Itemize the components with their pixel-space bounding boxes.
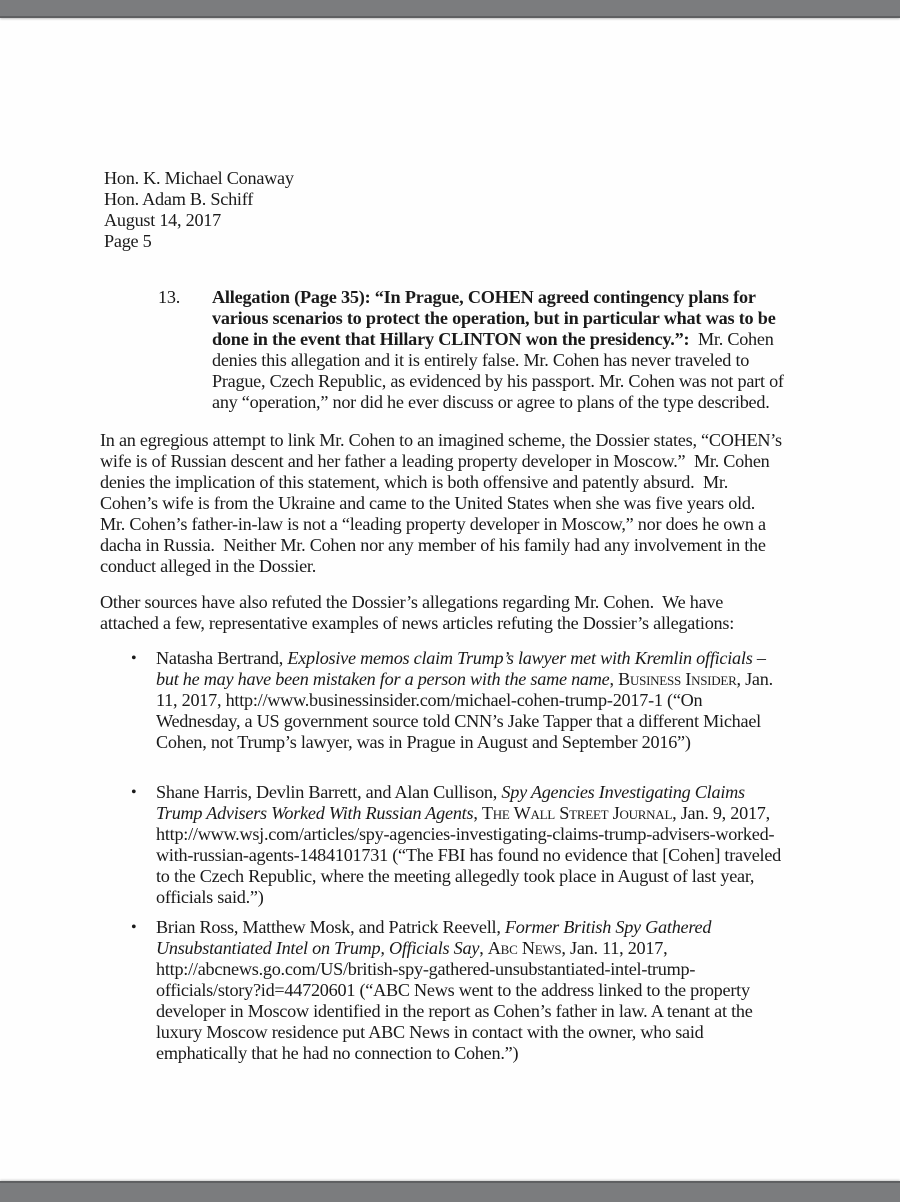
reference-separator: , [473, 803, 482, 823]
reference-date: , Jan. [736, 669, 773, 689]
reference-authors: Shane Harris, Devlin Barrett, and Alan Cullison, [156, 782, 502, 802]
reference-content [156, 917, 871, 1064]
item-line [212, 287, 862, 308]
recipient-conaway: Hon. K. Michael Conaway [104, 168, 294, 188]
page-number: Page 5 [104, 231, 152, 251]
reference-separator: , [479, 938, 488, 958]
reference-title: Former British Spy Gathered [504, 917, 712, 937]
bullet-icon: • [131, 919, 137, 936]
letter-date: August 14, 2017 [104, 210, 221, 230]
reference-line: developer in Moscow identified in the report as Cohen’s father in law. A tenant at the [156, 1001, 753, 1021]
item-line [212, 308, 862, 329]
paragraph-line: dacha in Russia. Neither Mr. Cohen nor any member of his family had any involvement in the [100, 535, 766, 555]
reference-line: luxury Moscow residence put ABC News in contact with the owner, who said [156, 1022, 704, 1042]
reference-title: Explosive memos claim Trump’s lawyer met with Kremlin officials – [287, 648, 766, 668]
item-body [212, 287, 862, 413]
reference-title: but he may have been mistaken for a person with the same name [156, 669, 610, 689]
reference-line: to the Czech Republic, where the meeting allegedly took place in August of last year, [156, 866, 755, 886]
paragraph-line: attached a few, representative examples of news articles refuting the Dossier’s allegations: [100, 613, 735, 633]
paragraph-line: denies the implication of this statement, which is both offensive and patently absurd. Mr. [100, 472, 729, 492]
reference-authors: Natasha Bertrand, [156, 648, 288, 668]
reference-line [156, 669, 871, 690]
paragraph-line: wife is of Russian descent and her father a leading property developer in Moscow.” Mr. Cohen [100, 451, 770, 471]
reference-line: officials said.”) [156, 887, 264, 907]
reference-publication: Abc News [487, 938, 562, 958]
reference-line [156, 917, 871, 938]
reference-content [156, 782, 871, 908]
item-number: 13. [158, 287, 180, 307]
reference-title: Trump Advisers Worked With Russian Agents [156, 803, 474, 823]
reference-line: with-russian-agents-1484101731 (“The FBI has found no evidence that [Cohen] traveled [156, 845, 781, 865]
paragraph-line: Cohen’s wife is from the Ukraine and came to the United States when she was five years old. [100, 493, 756, 513]
paragraph-line: conduct alleged in the Dossier. [100, 556, 316, 576]
item-line [212, 329, 862, 350]
reference-line: Wednesday, a US government source told CNN’s Jake Tapper that a different Michael [156, 711, 761, 731]
item-line: denies this allegation and it is entirely false. Mr. Cohen has never traveled to [212, 350, 750, 370]
reference-title: Spy Agencies Investigating Claims [501, 782, 745, 802]
reference-line [156, 648, 871, 669]
paragraph-line: Other sources have also refuted the Dossier’s allegations regarding Mr. Cohen. We have [100, 592, 724, 612]
allegation-heading: Allegation (Page 35): “In Prague, COHEN agreed contingency plans for [212, 287, 756, 307]
reference-line [156, 803, 871, 824]
reference-content [156, 648, 871, 753]
reference-date: , Jan. 9, 2017, [672, 803, 770, 823]
reference-title: Unsubstantiated Intel on Trump, Officials Say [156, 938, 480, 958]
reference-line: Cohen, not Trump’s lawyer, was in Prague in August and September 2016”) [156, 732, 691, 752]
reference-authors: Brian Ross, Matthew Mosk, and Patrick Reevell, [156, 917, 505, 937]
viewer-bottom-bar [0, 1181, 900, 1202]
document-page [0, 18, 900, 1181]
bullet-icon: • [131, 650, 137, 667]
reference-line: emphatically that he had no connection to Cohen.”) [156, 1043, 519, 1063]
dossier-paragraph [100, 430, 880, 577]
recipient-schiff: Hon. Adam B. Schiff [104, 189, 253, 209]
reference-line [156, 782, 871, 803]
reference-line [156, 938, 871, 959]
reference-publication: Business Insider [618, 669, 737, 689]
item-line: Prague, Czech Republic, as evidenced by his passport. Mr. Cohen was not part of [212, 371, 784, 391]
paragraph-line: Mr. Cohen’s father-in-law is not a “leading property developer in Moscow,” nor does he own a [100, 514, 766, 534]
viewer-top-bar [0, 0, 900, 18]
reference-publication: The Wall Street Journal [481, 803, 673, 823]
reference-line: http://abcnews.go.com/US/british-spy-gathered-unsubstantiated-intel-trump- [156, 959, 696, 979]
reference-separator: , [609, 669, 619, 689]
reference-date: , Jan. 11, 2017, [561, 938, 668, 958]
bullet-icon: • [131, 784, 137, 801]
allegation-heading: various scenarios to protect the operation, but in particular what was to be [212, 308, 776, 328]
sources-paragraph [100, 592, 880, 634]
allegation-heading: done in the event that Hillary CLINTON won the presidency.”: [212, 329, 690, 349]
reference-line: http://www.wsj.com/articles/spy-agencies-investigating-claims-trump-advisers-worked- [156, 824, 775, 844]
item-text: Mr. Cohen [689, 329, 774, 349]
paragraph-line: In an egregious attempt to link Mr. Cohen to an imagined scheme, the Dossier states, “COHEN’s [100, 430, 782, 450]
item-line: any “operation,” nor did he ever discuss or agree to plans of the type described. [212, 392, 770, 412]
reference-line: 11, 2017, http://www.businessinsider.com/michael-cohen-trump-2017-1 (“On [156, 690, 703, 710]
letter-header [104, 168, 294, 252]
reference-line: officials/story?id=44720601 (“ABC News went to the address linked to the property [156, 980, 750, 1000]
